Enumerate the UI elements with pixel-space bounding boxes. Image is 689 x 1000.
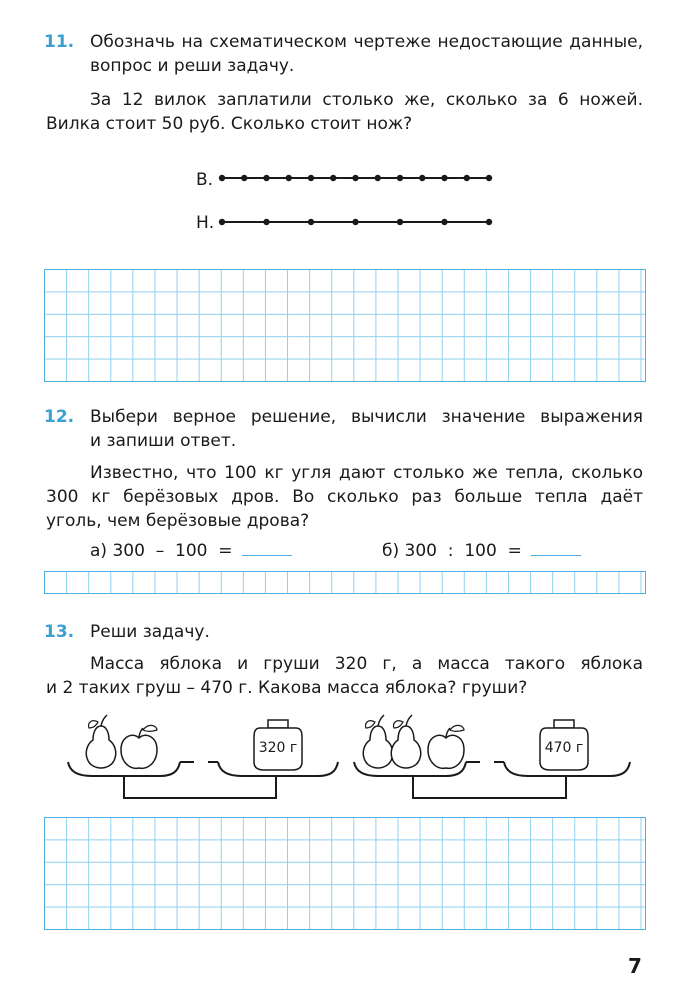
page-number: 7 — [628, 954, 642, 978]
fork-segment-point — [486, 175, 492, 181]
task-11-number: 11. — [44, 32, 75, 52]
segment-label-forks: В. — [196, 170, 214, 190]
scale-2 — [354, 715, 630, 798]
apple-icon — [428, 725, 464, 768]
fork-segment-point — [441, 175, 447, 181]
fork-segment-point — [419, 175, 425, 181]
task-11-instruction-line-1: Обозначь на схематическом чертеже недостающие данные, — [90, 32, 643, 52]
segment-label-knives: Н. — [196, 213, 215, 233]
task-13-problem-line-2: и 2 таких груш – 470 г. Какова масса яблока? груши? — [46, 678, 528, 698]
option-b-answer-blank[interactable] — [531, 537, 581, 556]
fork-segment-point — [375, 175, 381, 181]
knife-segment-point — [263, 219, 269, 225]
task-11-problem-line-1: За 12 вилок заплатили столько же, сколько за 6 ножей. — [90, 90, 643, 110]
fork-segment-point — [308, 175, 314, 181]
pear-icon — [391, 715, 421, 768]
fork-segment-point — [464, 175, 470, 181]
task-13-answer-grid[interactable] — [44, 817, 646, 930]
pear-icon — [363, 715, 393, 768]
knife-segment-point — [308, 219, 314, 225]
task-12-instruction-line-2: и запиши ответ. — [90, 431, 237, 451]
task-12-answer-row[interactable] — [44, 571, 646, 594]
scale-1-left-pan — [68, 762, 180, 776]
option-a-label: а) — [90, 541, 108, 561]
task-12-problem-line-1: Известно, что 100 кг угля дают столько же тепла, сколько — [90, 463, 643, 483]
scale-1-base — [124, 776, 276, 798]
task-13-problem-line-1: Масса яблока и груши 320 г, а масса такого яблока — [90, 654, 643, 674]
option-a-answer-blank[interactable] — [242, 537, 292, 556]
fork-segment-point — [263, 175, 269, 181]
apple-icon — [121, 725, 157, 768]
task-11-instruction-line-2: вопрос и реши задачу. — [90, 56, 295, 76]
fork-segment-point — [352, 175, 358, 181]
fork-segment-point — [241, 175, 247, 181]
pear-icon — [86, 715, 116, 768]
option-b-label: б) — [382, 541, 400, 561]
segment-diagram — [0, 0, 689, 260]
option-a-expression: 300 – 100 = — [112, 541, 233, 561]
task-13-number: 13. — [44, 622, 75, 642]
fork-segment-point — [286, 175, 292, 181]
scale-1 — [68, 715, 338, 798]
task-13-instruction: Реши задачу. — [90, 622, 210, 642]
fork-segment-point — [219, 175, 225, 181]
task-11-answer-grid[interactable] — [44, 269, 646, 382]
knife-segment-point — [352, 219, 358, 225]
option-a — [90, 537, 292, 563]
task-12-problem-line-2: 300 кг берёзовых дров. Во сколько раз больше тепла даёт — [46, 487, 643, 507]
task-12-instruction-line-1: Выбери верное решение, вычисли значение выражения — [90, 407, 643, 427]
scale-1-weight-label: 320 г — [258, 740, 298, 756]
task-12-number: 12. — [44, 407, 75, 427]
scale-2-base — [413, 776, 566, 798]
option-b-expression: 300 : 100 = — [404, 541, 522, 561]
knife-segment-point — [397, 219, 403, 225]
task-11-problem-line-2: Вилка стоит 50 руб. Сколько стоит нож? — [46, 114, 413, 134]
task-12-problem-line-3: уголь, чем берёзовые дрова? — [46, 511, 310, 531]
knife-segment-point — [219, 219, 225, 225]
scale-2-weight-label: 470 г — [544, 740, 584, 756]
fork-segment-point — [397, 175, 403, 181]
knife-segment-point — [441, 219, 447, 225]
option-b — [382, 537, 581, 563]
knife-segment-point — [486, 219, 492, 225]
fork-segment-point — [330, 175, 336, 181]
